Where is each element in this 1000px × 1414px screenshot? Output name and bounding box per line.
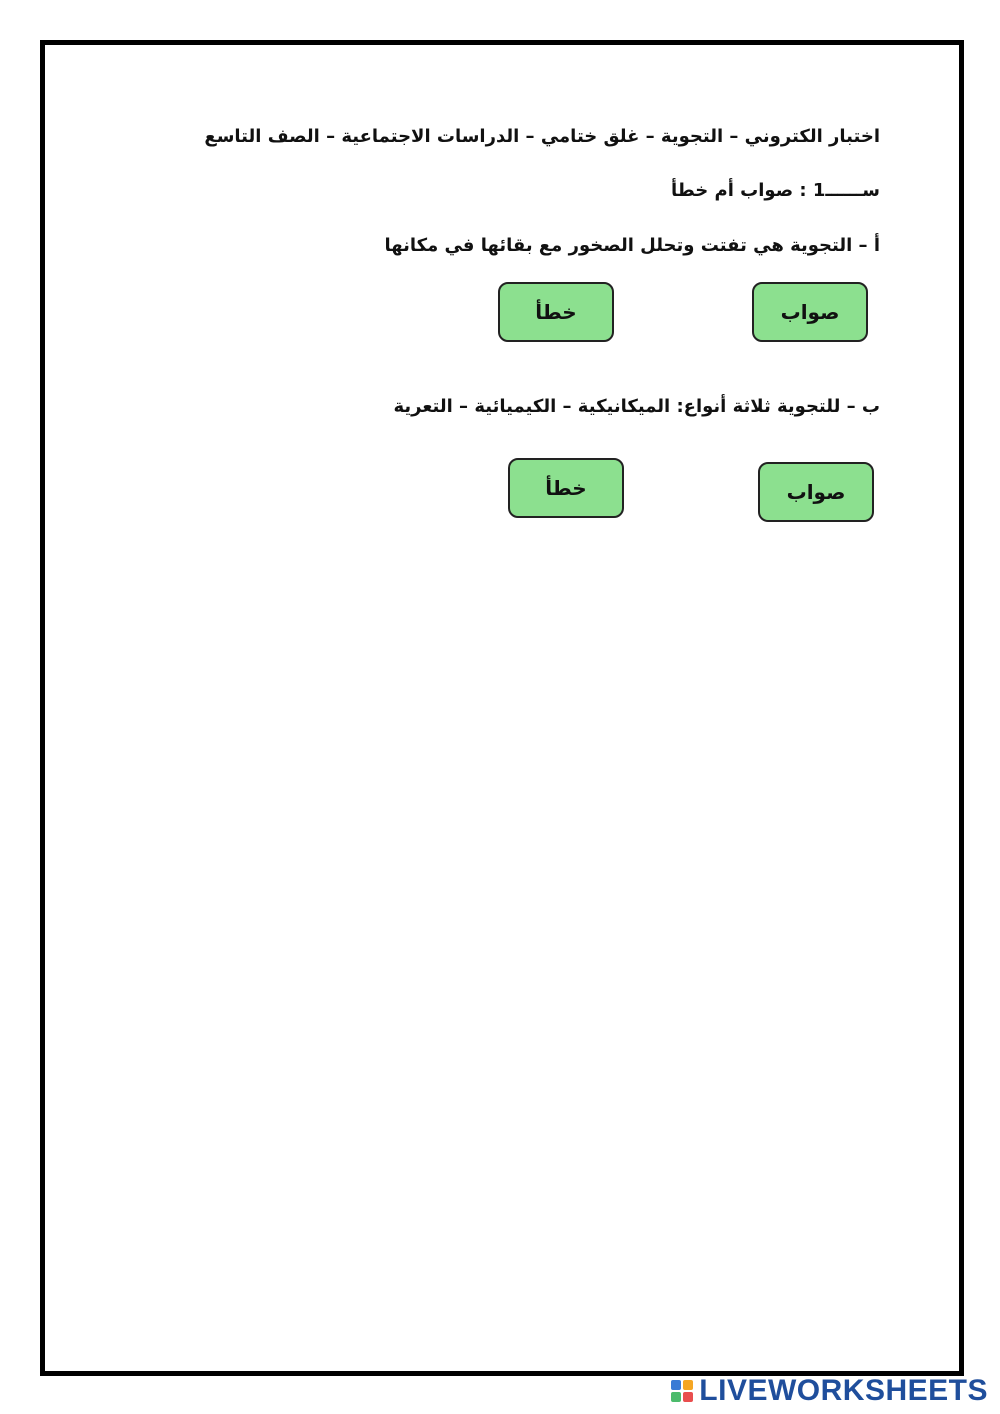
question-b-false-button[interactable]: خطأ: [508, 458, 624, 518]
question-b-text: ب – للتجوية ثلاثة أنواع: الميكانيكية – الكيميائية – التعرية: [393, 396, 880, 417]
question-b-true-button[interactable]: صواب: [758, 462, 874, 522]
liveworksheets-logo-icon: [671, 1380, 693, 1402]
question-heading: ســــــ1 : صواب أم خطأ: [671, 180, 880, 201]
question-a-false-button[interactable]: خطأ: [498, 282, 614, 342]
question-a-true-button[interactable]: صواب: [752, 282, 868, 342]
liveworksheets-brand[interactable]: [671, 1374, 988, 1408]
liveworksheets-wordmark: LIVEWORKSHEETS: [699, 1374, 988, 1407]
worksheet-title: اختبار الكتروني – التجوية – غلق ختامي – الدراسات الاجتماعية – الصف التاسع: [204, 126, 880, 147]
question-a-text: أ – التجوية هي تفتت وتحلل الصخور مع بقائها في مكانها: [384, 235, 880, 256]
